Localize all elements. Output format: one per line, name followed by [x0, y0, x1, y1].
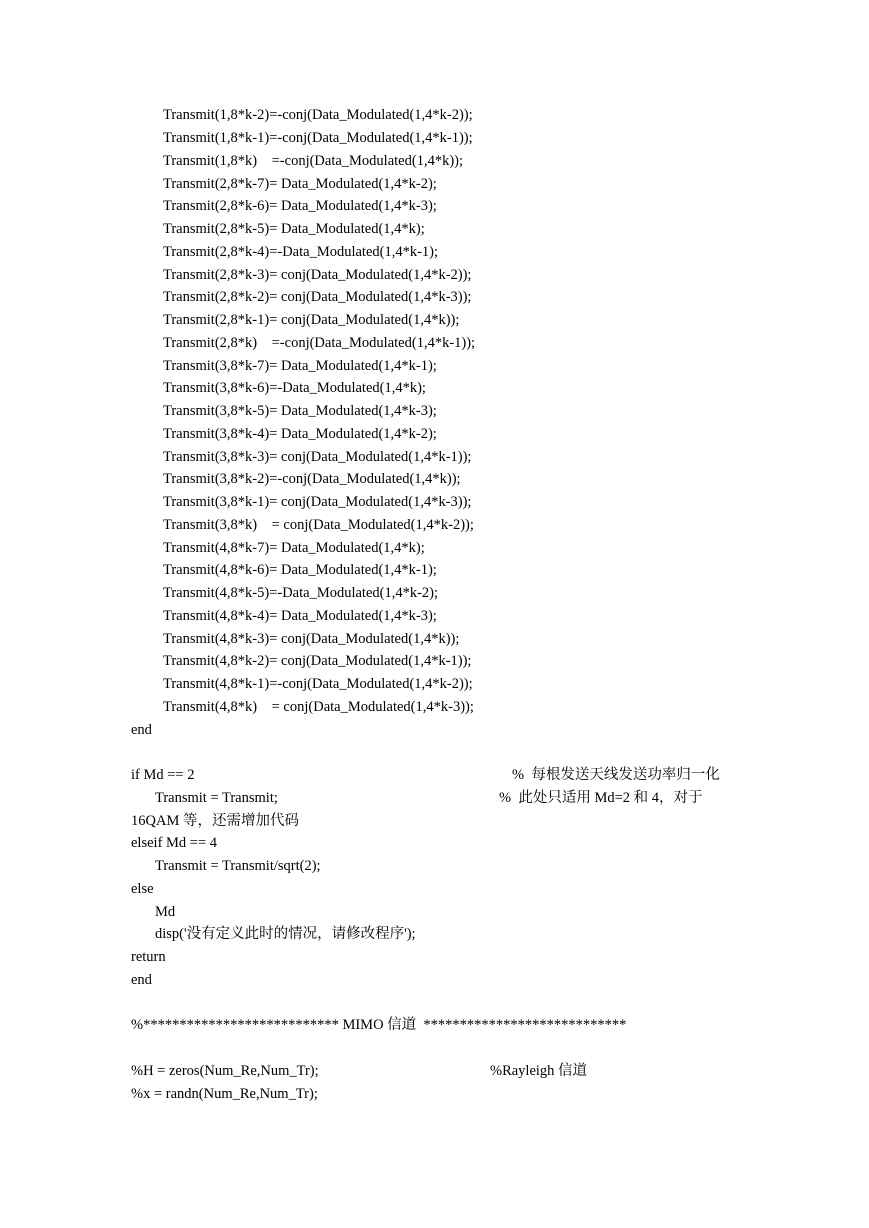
code-line: Transmit(1,8*k-1)=-conj(Data_Modulated(1,4*k-1));	[163, 130, 473, 146]
code-h-line: %H = zeros(Num_Re,Num_Tr);	[131, 1063, 319, 1079]
code-line: Transmit(2,8*k-1)= conj(Data_Modulated(1,4*k));	[163, 312, 460, 328]
code-comment: % 每根发送天线发送功率归一化	[512, 767, 720, 783]
code-line: Transmit(2,8*k-2)= conj(Data_Modulated(1,4*k-3));	[163, 289, 472, 305]
code-transmit-assign: Transmit = Transmit;	[155, 790, 278, 806]
code-line: Transmit(4,8*k-4)= Data_Modulated(1,4*k-3);	[163, 608, 437, 624]
code-line: Transmit(2,8*k-3)= conj(Data_Modulated(1,4*k-2));	[163, 267, 472, 283]
code-line: Transmit(4,8*k-6)= Data_Modulated(1,4*k-1);	[163, 562, 437, 578]
code-line: Transmit(4,8*k-3)= conj(Data_Modulated(1,4*k));	[163, 631, 460, 647]
code-line: Transmit(3,8*k-4)= Data_Modulated(1,4*k-2);	[163, 426, 437, 442]
code-comment-wrap: 16QAM 等，还需增加代码	[131, 813, 299, 829]
code-line: Transmit(2,8*k-4)=-Data_Modulated(1,4*k-1);	[163, 244, 439, 260]
code-line: Transmit(3,8*k-3)= conj(Data_Modulated(1,4*k-1));	[163, 449, 472, 465]
code-else-line: else	[131, 881, 154, 897]
code-line: Transmit(3,8*k-2)=-conj(Data_Modulated(1,4*k));	[163, 471, 461, 487]
code-md-line: Md	[155, 904, 176, 920]
code-sqrt-line: Transmit = Transmit/sqrt(2);	[155, 858, 321, 874]
code-comment: %Rayleigh 信道	[490, 1063, 588, 1079]
code-return-line: return	[131, 949, 166, 965]
code-mimo-banner: %*************************** MIMO 信道 ****************************	[131, 1017, 627, 1033]
code-line: Transmit(3,8*k-6)=-Data_Modulated(1,4*k);	[163, 380, 426, 396]
code-comment: % 此处只适用 Md=2 和 4，对于	[499, 790, 703, 806]
code-elseif-line: elseif Md == 4	[131, 835, 218, 851]
code-line: Transmit(2,8*k-6)= Data_Modulated(1,4*k-3);	[163, 198, 437, 214]
code-line: Transmit(2,8*k) =-conj(Data_Modulated(1,4*k-1));	[163, 335, 476, 351]
code-if-line: if Md == 2	[131, 767, 195, 783]
code-x-line: %x = randn(Num_Re,Num_Tr);	[131, 1086, 318, 1102]
code-line: Transmit(3,8*k-1)= conj(Data_Modulated(1,4*k-3));	[163, 494, 472, 510]
code-end-keyword: end	[131, 722, 152, 738]
code-line: Transmit(3,8*k-5)= Data_Modulated(1,4*k-3);	[163, 403, 437, 419]
code-line: Transmit(1,8*k) =-conj(Data_Modulated(1,4*k));	[163, 153, 464, 169]
code-disp-line: disp('没有定义此时的情况，请修改程序');	[155, 926, 416, 942]
code-line: Transmit(4,8*k-1)=-conj(Data_Modulated(1,4*k-2));	[163, 676, 473, 692]
code-line: Transmit(3,8*k-7)= Data_Modulated(1,4*k-1);	[163, 358, 437, 374]
code-line: Transmit(4,8*k-2)= conj(Data_Modulated(1,4*k-1));	[163, 653, 472, 669]
code-line: Transmit(2,8*k-5)= Data_Modulated(1,4*k);	[163, 221, 425, 237]
code-line: Transmit(4,8*k-5)=-Data_Modulated(1,4*k-2);	[163, 585, 439, 601]
code-line: Transmit(2,8*k-7)= Data_Modulated(1,4*k-2);	[163, 176, 437, 192]
code-line: Transmit(4,8*k) = conj(Data_Modulated(1,4*k-3));	[163, 699, 474, 715]
code-end-keyword: end	[131, 972, 152, 988]
code-line: Transmit(3,8*k) = conj(Data_Modulated(1,4*k-2));	[163, 517, 474, 533]
code-line: Transmit(1,8*k-2)=-conj(Data_Modulated(1,4*k-2));	[163, 107, 473, 123]
code-line: Transmit(4,8*k-7)= Data_Modulated(1,4*k);	[163, 540, 425, 556]
